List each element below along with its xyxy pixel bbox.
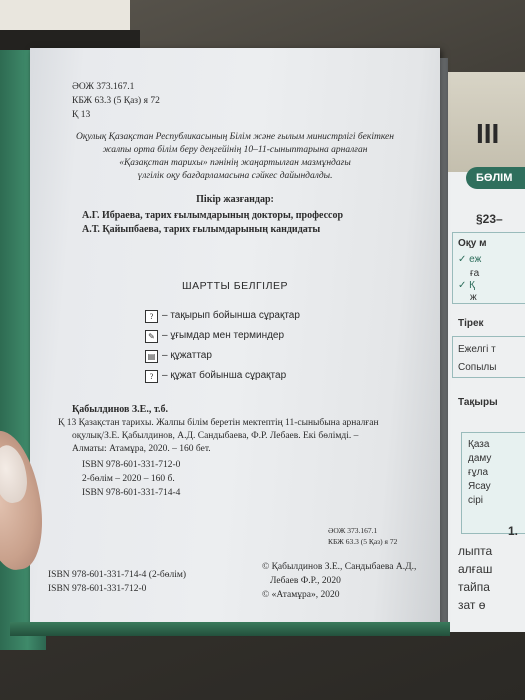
document-icon: ▤ — [145, 350, 158, 363]
question-icon: ? — [145, 310, 158, 323]
fragment: Қаза — [468, 439, 490, 450]
copyright-authors: © Қабылдинов З.Е., Сандыбаева А.Д., — [262, 562, 417, 572]
fragment: даму — [468, 453, 492, 464]
lbc-code: КБЖ 63.3 (5 Қаз) я 72 — [72, 96, 160, 106]
terms-icon: ✎ — [145, 330, 158, 343]
footer-isbn-general: ISBN 978-601-331-712-0 — [48, 584, 147, 594]
fragment: ға — [470, 268, 480, 279]
biblio-part: 2-бөлім – 2020 – 160 б. — [82, 474, 175, 484]
approval-line-2: жалпы орта білім беру деңгейінің 10–11-сыныптарына арналған — [102, 145, 368, 155]
udc-code: ӘОЖ 373.167.1 — [72, 82, 135, 92]
biblio-line-3: Алматы: Атамұра, 2020. – 160 бет. — [72, 444, 211, 454]
reviewer-2: А.Т. Қайыпбаева, тарих ғылымдарының кандидаты — [82, 224, 321, 235]
fragment: алғаш — [458, 562, 493, 576]
part-numeral: III — [476, 118, 500, 149]
fragment: Тірек — [458, 318, 484, 329]
legend-label-documents: – құжаттар — [162, 350, 212, 361]
fragment: тайпа — [458, 580, 490, 594]
biblio-line-1: Қ 13 Қазақстан тарихы. Жалпы білім беретін мектептің 11-сыныбына арналған — [58, 418, 379, 428]
fragment: Ясау — [468, 481, 491, 492]
right-page — [446, 72, 525, 632]
author-mark: Қ 13 — [72, 110, 91, 120]
fragment: 1. — [508, 524, 519, 538]
fragment: сірі — [468, 495, 484, 506]
legend-label-document-questions: – құжат бойынша сұрақтар — [162, 370, 287, 381]
section-number: §23– — [476, 212, 503, 226]
fragment: ✓ еж — [458, 254, 482, 265]
footer-isbn-part2: ISBN 978-601-331-714-4 (2-бөлім) — [48, 570, 187, 580]
legend-label-questions: – тақырып бойынша сұрақтар — [162, 310, 300, 321]
fragment: ғұла — [468, 467, 489, 478]
document-question-icon: ? — [145, 370, 158, 383]
legend-heading: ШАРТТЫ БЕЛГІЛЕР — [182, 280, 288, 292]
fragment: Оқу м — [458, 238, 487, 249]
fragment: Ежелгі т — [458, 344, 496, 355]
reviewers-heading: Пікір жазғандар: — [196, 194, 274, 205]
fragment: Сопылы — [458, 362, 497, 373]
approval-line-3: «Қазақстан тарихы» пәнінің жаңартылған мазмұндағы — [119, 158, 351, 168]
biblio-authors: Қабылдинов З.Е., т.б. — [72, 404, 169, 415]
footer-lbc: КБЖ 63.3 (5 Қаз) я 72 — [328, 537, 398, 546]
fragment: лыпта — [458, 544, 493, 558]
biblio-isbn-2: ISBN 978-601-331-714-4 — [82, 488, 181, 498]
approval-line-4: үлгілік оқу бағдарламасына сәйкес дайындалды. — [137, 171, 333, 181]
copyright-publisher: © «Атамұра», 2020 — [262, 590, 340, 600]
fragment: Тақыры — [458, 397, 498, 408]
legend-label-terms: – ұғымдар мен терминдер — [162, 330, 285, 341]
biblio-isbn-1: ISBN 978-601-331-712-0 — [82, 460, 181, 470]
reviewer-1: А.Г. Ибраева, тарих ғылымдарының докторы, профессор — [82, 210, 344, 221]
book-cover-bottom — [10, 622, 450, 636]
fragment: ж — [470, 292, 477, 303]
approval-line-1: Оқулық Қазақстан Республикасының Білім және ғылым министрлігі бекіткен — [76, 132, 394, 142]
copyright-authors-2: Лебаев Ф.Р., 2020 — [270, 576, 341, 586]
biblio-line-2: оқулық/З.Е. Қабылдинов, А.Д. Сандыбаева, Ф.Р. Лебаев. Екі бөлімді. – — [72, 431, 359, 441]
fragment: ✓ Қ — [458, 280, 475, 291]
footer-udc: ӘОЖ 373.167.1 — [328, 526, 378, 535]
part-label: БӨЛІМ — [466, 167, 525, 189]
fragment: зат ө — [458, 598, 486, 612]
title-verso-page — [30, 48, 440, 626]
